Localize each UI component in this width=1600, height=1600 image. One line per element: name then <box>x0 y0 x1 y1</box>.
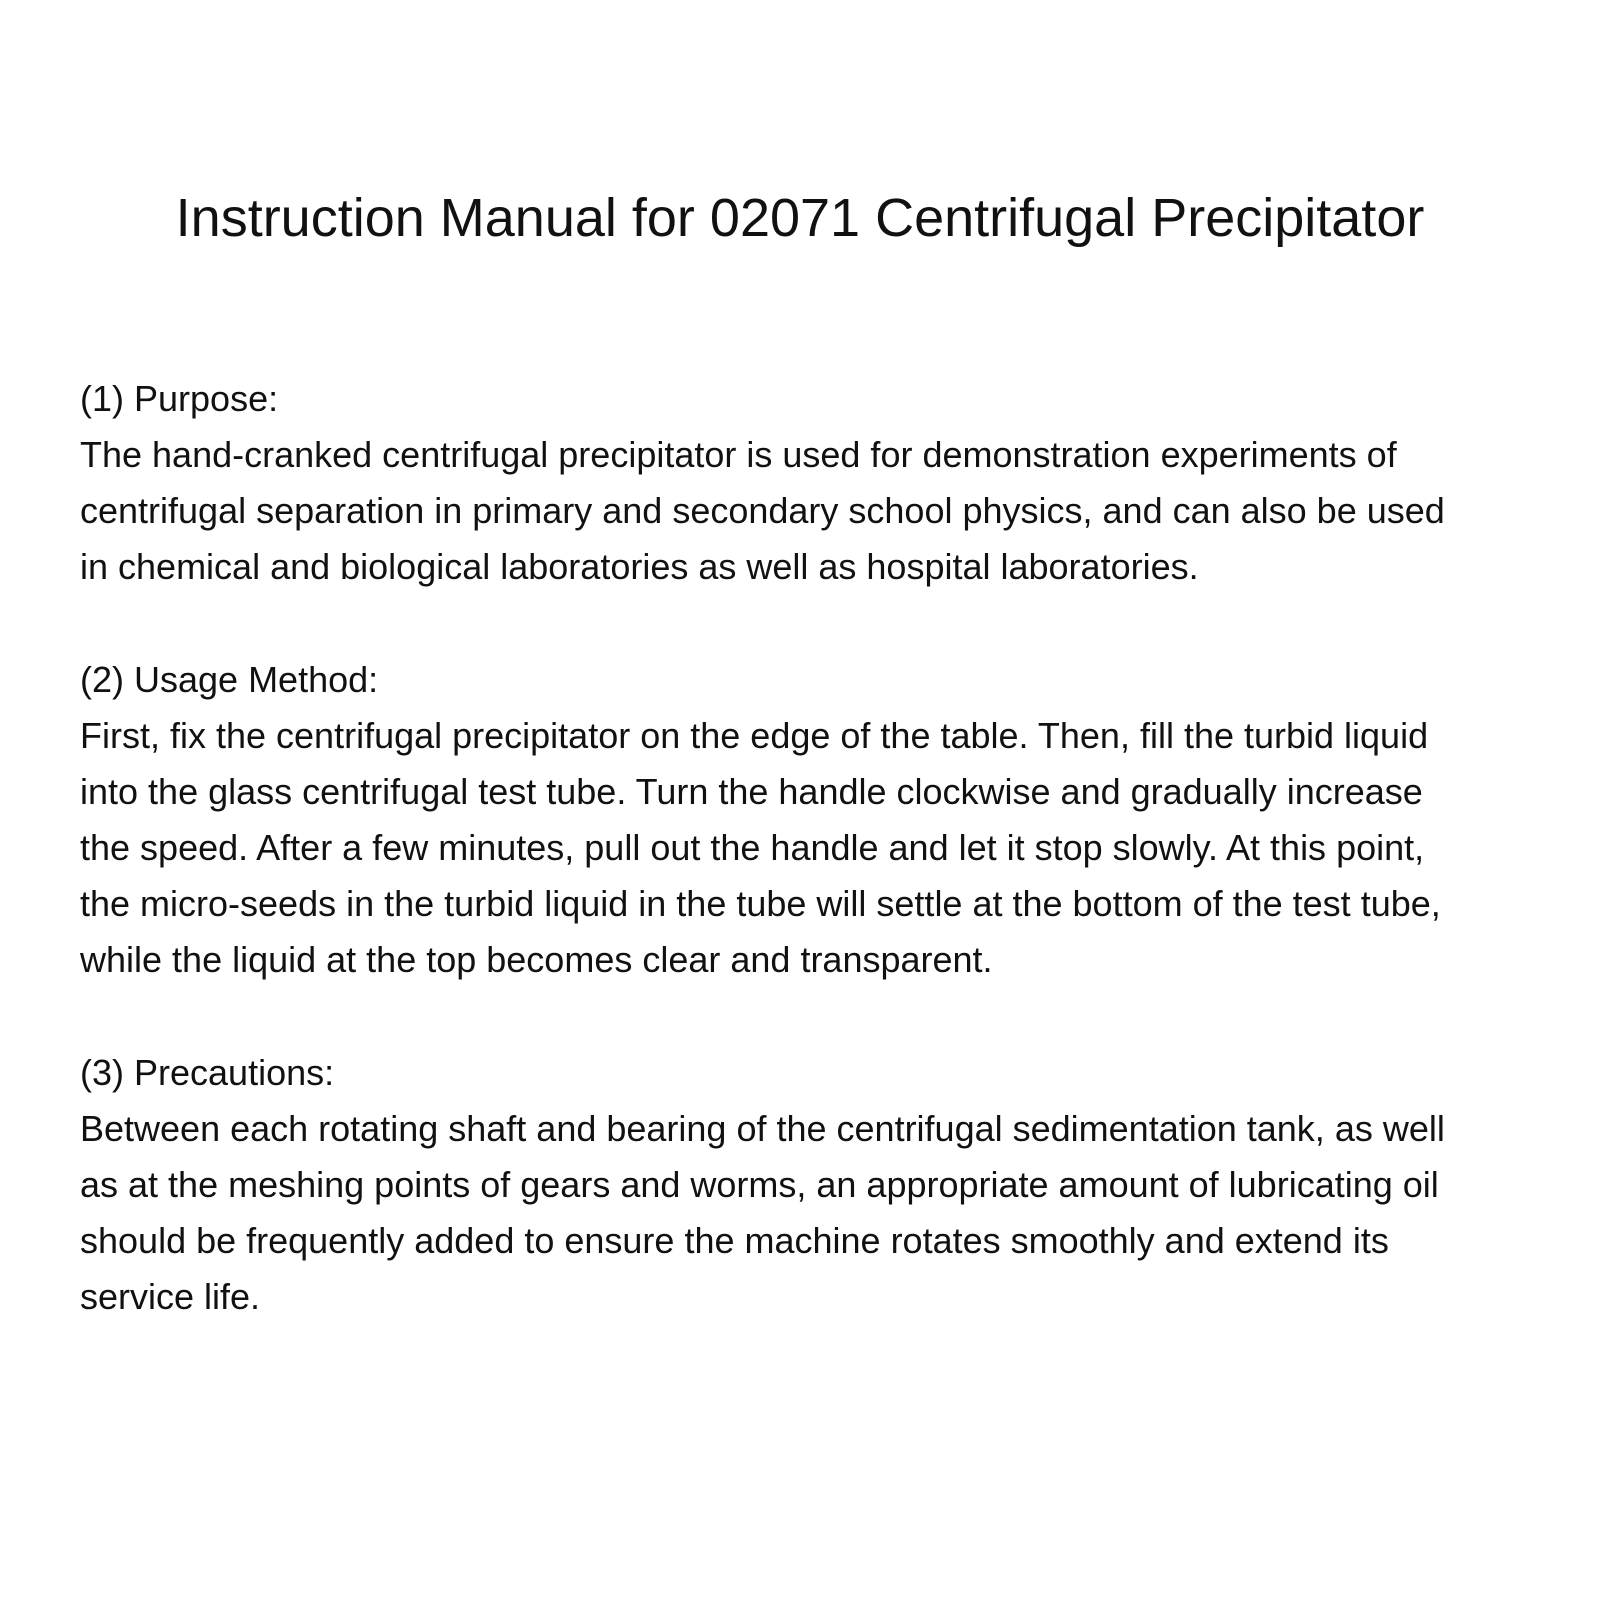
paragraph-line: Between each rotating shaft and bearing of the centrifugal sedimentation tank, as well <box>80 1108 1445 1149</box>
paragraph-line: while the liquid at the top becomes clear and transparent. <box>80 939 993 980</box>
section-heading: (3) Precautions: <box>80 1052 335 1093</box>
document-title: Instruction Manual for 02071 Centrifugal Precipitator <box>175 188 1425 248</box>
paragraph-line: the speed. After a few minutes, pull out the handle and let it stop slowly. At this point, <box>80 827 1425 868</box>
paragraph-line: service life. <box>80 1276 261 1317</box>
paragraph-line: centrifugal separation in primary and secondary school physics, and can also be used <box>80 490 1445 531</box>
paragraph-line: should be frequently added to ensure the machine rotates smoothly and extend its <box>80 1220 1389 1261</box>
section-precautions <box>80 1045 1540 1325</box>
paragraph-line: First, fix the centrifugal precipitator on the edge of the table. Then, fill the turbid liquid <box>80 715 1429 756</box>
section-usage-method <box>80 652 1540 988</box>
paragraph-line: the micro-seeds in the turbid liquid in the tube will settle at the bottom of the test tube, <box>80 883 1441 924</box>
section-purpose <box>80 371 1540 595</box>
paragraph-line: in chemical and biological laboratories as well as hospital laboratories. <box>80 546 1199 587</box>
paragraph-line: into the glass centrifugal test tube. Turn the handle clockwise and gradually increase <box>80 771 1423 812</box>
paragraph-line: as at the meshing points of gears and worms, an appropriate amount of lubricating oil <box>80 1164 1439 1205</box>
paragraph-line: The hand-cranked centrifugal precipitator is used for demonstration experiments of <box>80 434 1397 475</box>
section-heading: (2) Usage Method: <box>80 659 379 700</box>
section-heading: (1) Purpose: <box>80 378 279 419</box>
